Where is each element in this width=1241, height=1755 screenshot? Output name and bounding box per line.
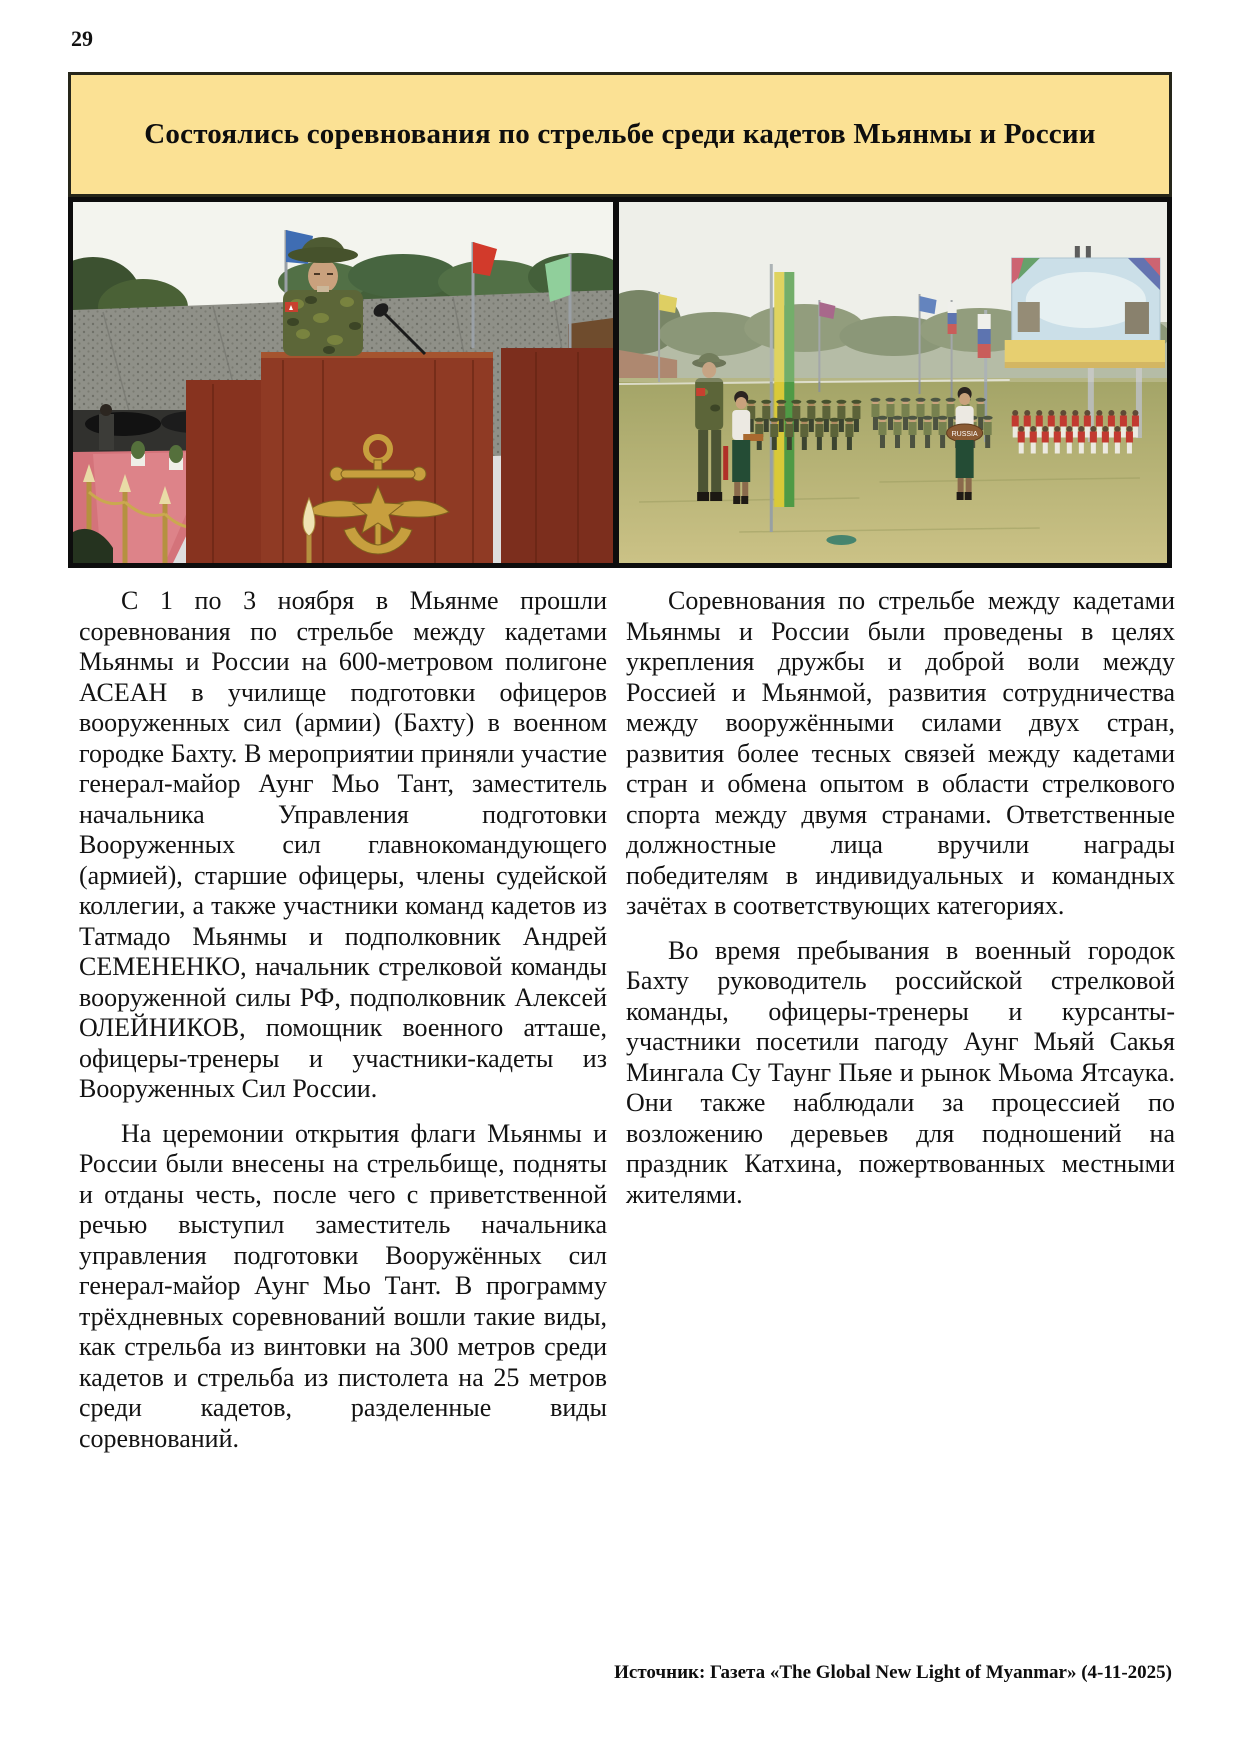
text-column-right bbox=[626, 586, 1175, 1454]
article-title: Состоялись соревнования по стрельбе среди кадетов Мьянмы и России bbox=[144, 118, 1096, 150]
paragraph-3: Соревнования по стрельбе между кадетами Мьянмы и России были проведены в целях укрепления дружбы и доброй воли между Россией и Мьянмой, развития сотрудничества между вооружёнными силами двух стран, развития более тесных связей между кадетами стран и обмена опытом в области стрелкового спорта между двумя странами. Ответственные должностные лица вручили награды победителям в индивидуальных и командных зачётах в соответствующих категориях. bbox=[626, 586, 1175, 920]
article-title-box bbox=[68, 72, 1172, 197]
photo-cadet-formation bbox=[619, 202, 1167, 563]
article-body bbox=[79, 586, 1175, 1454]
page-number: 29 bbox=[71, 26, 93, 51]
haze bbox=[619, 202, 1167, 382]
photo-speaker-illustration bbox=[73, 202, 613, 563]
photo-formation-illustration bbox=[619, 202, 1167, 563]
paragraph-4: Во время пребывания в военный городок Бахту руководитель российской стрелковой команды, офицеры-тренеры и курсанты-участники посетили пагоду Аунг Мьяй Сакья Мингала Су Таунг Пьяе и рынок Мьома Ятсаука. Они также наблюдали за процессией по возложению деревьев для подношений на праздник Катхина, пожертвованных местными жителями. bbox=[626, 935, 1175, 1209]
text-column-left bbox=[79, 586, 607, 1454]
ground-marker bbox=[826, 535, 856, 545]
paragraph-1: С 1 по 3 ноября в Мьянме прошли соревнования по стрельбе между кадетами Мьянмы и России на 600-метровом полигоне АСЕАН в училище подготовки офицеров вооруженных сил (армии) (Бахту) в военном городке Бахту. В мероприятии приняли участие генерал-майор Аунг Мьо Тант, заместитель начальника Управления подготовки Вооруженных сил главнокомандующего (армией), старшие офицеры, члены судейской коллегии, а также участники команд кадетов из Татмадо Мьянмы и подполковник Андрей СЕМЕНЕНКО, начальник стрелковой команды вооруженной силы РФ, подполковник Алексей ОЛЕЙНИКОВ, помощник военного атташе, офицеры-тренеры и участники-кадеты из Вооруженных Сил России. bbox=[79, 586, 607, 1103]
russia-sign-label: RUSSIA bbox=[951, 431, 978, 438]
source-attribution: Источник: Газета «The Global New Light of Myanmar» (4-11-2025) bbox=[614, 1662, 1172, 1683]
photo-speaker-at-podium bbox=[73, 202, 613, 563]
photo-strip bbox=[68, 197, 1172, 568]
paragraph-2: На церемонии открытия флаги Мьянмы и России были внесены на стрельбище, подняты и отданы честь, после чего с приветственной речью выступил заместитель начальника управления подготовки Вооружённых сил генерал-майор Аунг Мьо Тант. В программу трёхдневных соревнований вошли такие виды, как стрельба из винтовки на 300 метров среди кадетов и стрельба из пистолета на 25 метров среди кадетов, разделенные виды соревнований. bbox=[79, 1118, 607, 1453]
speaker bbox=[283, 237, 363, 356]
